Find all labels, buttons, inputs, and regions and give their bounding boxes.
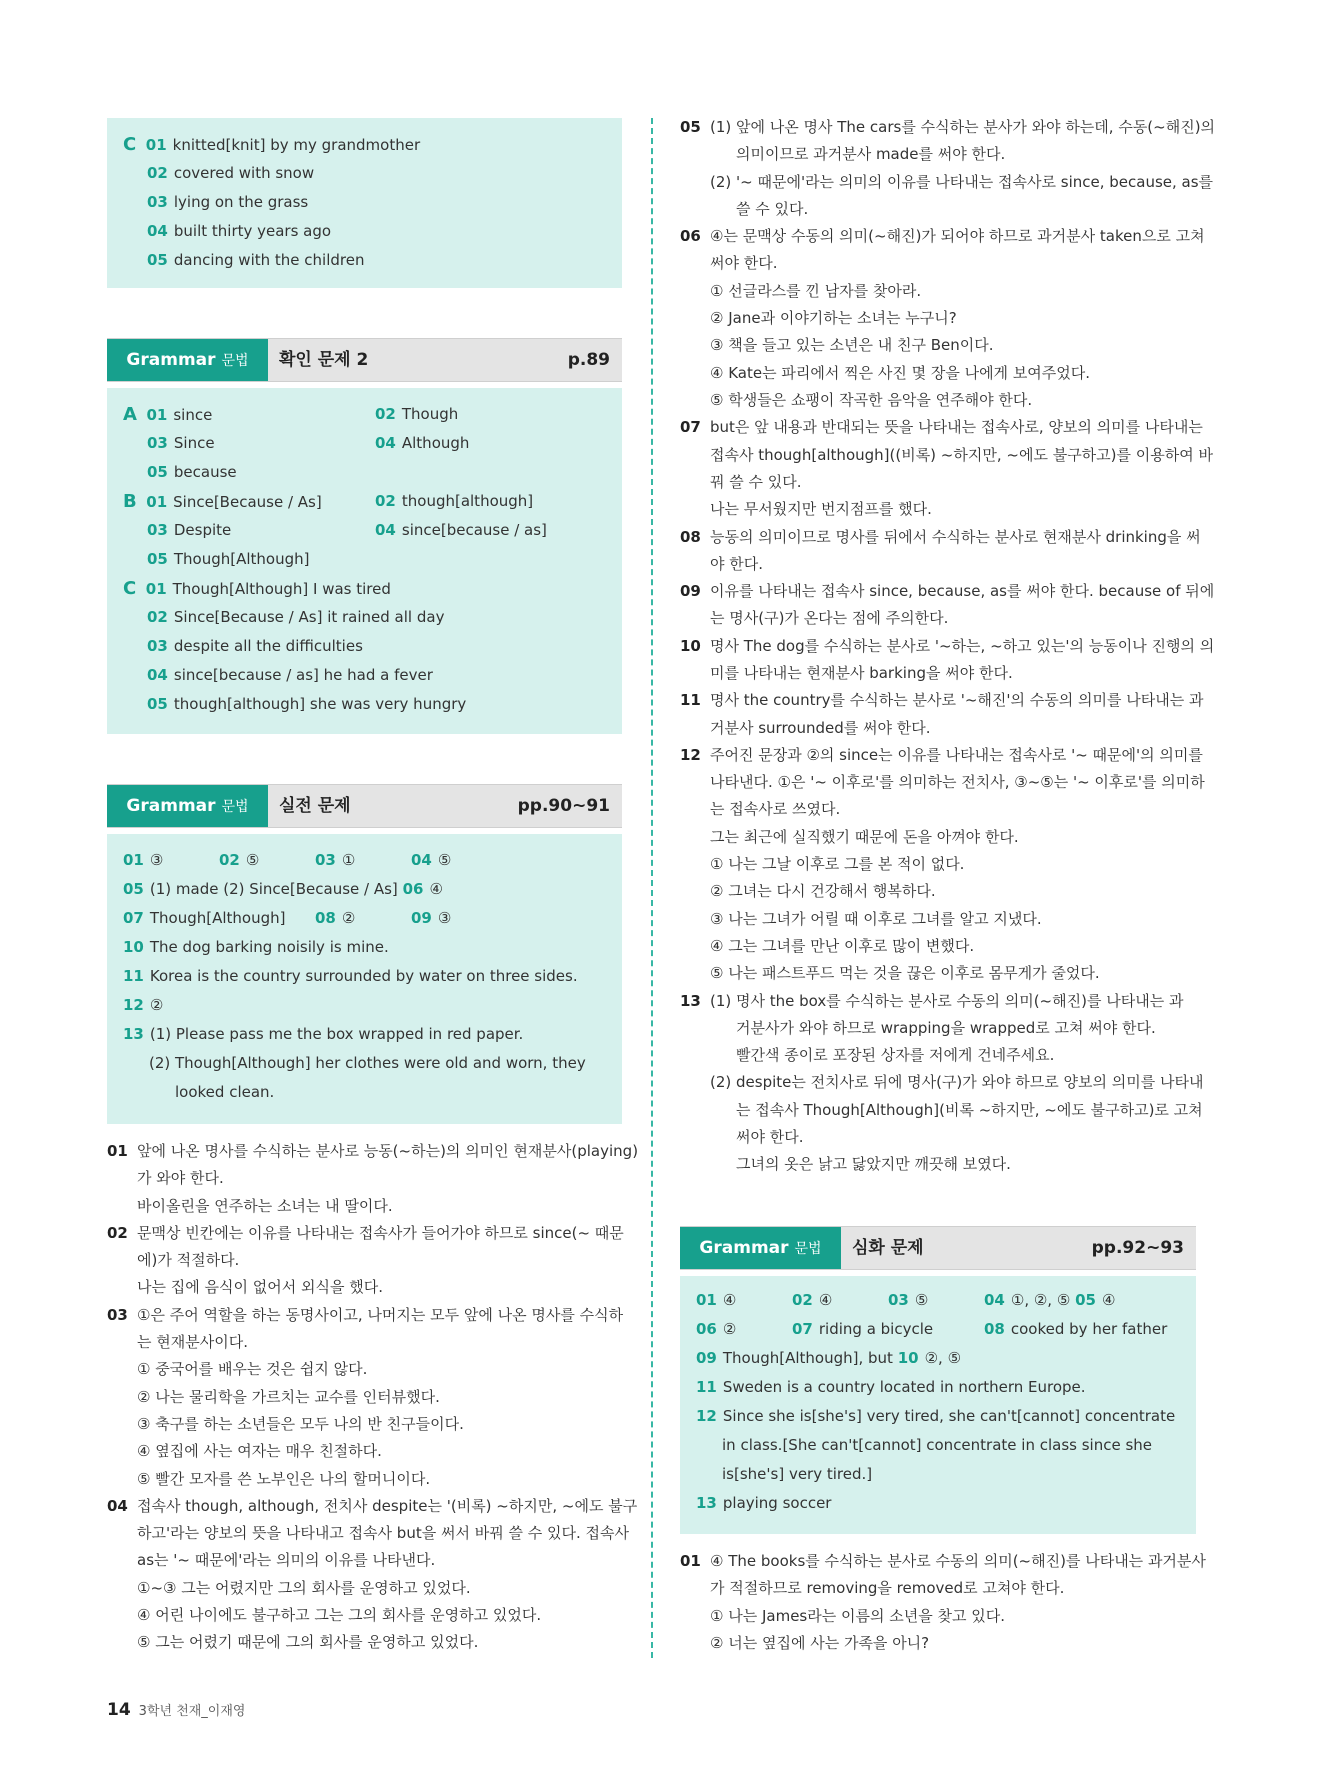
answer-row: 12 Since she is[she's] very tired, she can't[cannot] concentrate — [696, 1407, 1176, 1425]
explanation-line: 그는 최근에 실직했기 때문에 돈을 아껴야 한다. — [710, 827, 1019, 846]
explanation-number: 09 — [680, 582, 701, 601]
explanation-line: (1) 명사 the box를 수식하는 분사로 수동의 의미(~해진)를 나타내는 과 — [710, 991, 1184, 1010]
answer-row: 07 riding a bicycle — [792, 1320, 934, 1338]
explanation-number: 10 — [680, 636, 701, 655]
explanation-item — [107, 1138, 639, 1220]
explanation-line: ③ 나는 그녀가 어릴 때 이후로 그녀를 알고 지냈다. — [710, 909, 1042, 928]
answer-row: in class.[She can't[cannot] concentrate in class since she — [722, 1436, 1153, 1454]
answer-row: 08 cooked by her father — [984, 1320, 1168, 1338]
section-title: 심화 문제 — [852, 1238, 924, 1258]
explanation-item — [680, 633, 1215, 688]
explanation-line: ①~③ 그는 어렸지만 그의 회사를 운영하고 있었다. — [137, 1578, 471, 1597]
answer-row: 11 Korea is the country surrounded by water on three sides. — [123, 967, 578, 985]
explanation-line: ⑤ 나는 패스트푸드 먹는 것을 끊은 이후로 몸무게가 줄었다. — [710, 964, 1100, 983]
explanation-line: ④는 문맥상 수동의 의미(~해진)가 되어야 하므로 과거분사 taken으로 고쳐 — [710, 227, 1205, 246]
answer-row: 01 ④ — [696, 1291, 737, 1309]
grammar-tag: Grammar 문법 — [107, 785, 268, 827]
explanation-line: ② Jane과 이야기하는 소녀는 누구니? — [710, 309, 957, 328]
explanation-line: ⑤ 그는 어렸기 때문에 그의 회사를 운영하고 있었다. — [137, 1633, 479, 1652]
explanation-item — [107, 1493, 638, 1657]
explanation-number: 05 — [680, 118, 701, 136]
section-header-practice — [107, 784, 622, 828]
explanation-line: 가 와야 한다. — [137, 1169, 224, 1188]
answer-row: 02 covered with snow — [147, 164, 315, 182]
answer-row: 09 Though[Although], but 10 ②, ⑤ — [696, 1349, 962, 1367]
explanation-item — [680, 687, 1204, 742]
explanation-line: 나는 무서웠지만 번지점프를 했다. — [710, 500, 932, 519]
section-page: pp.90~91 — [517, 796, 610, 816]
answer-row: 04 since[because / as] — [375, 521, 547, 539]
explanation-item — [680, 578, 1215, 633]
answer-row: C 01 Though[Although] I was tired — [123, 578, 391, 599]
explanation-line: 에)가 적절하다. — [137, 1251, 240, 1270]
answer-row: 04 Although — [375, 434, 470, 452]
answer-row: 03 ⑤ — [888, 1291, 929, 1309]
explanation-line: ③ 축구를 하는 소년들은 모두 나의 반 친구들이다. — [137, 1414, 464, 1433]
answer-row: 05 (1) made (2) Since[Because / As] 06 ④ — [123, 880, 443, 898]
explanation-line: ④ 어린 나이에도 불구하고 그는 그의 회사를 운영하고 있었다. — [137, 1606, 542, 1625]
explanation-line: 거분사가 와야 하므로 wrapping을 wrapped로 고쳐 써야 한다. — [736, 1018, 1156, 1037]
explanation-line: 앞에 나온 명사를 수식하는 분사로 능동(~하는)의 의미인 현재분사(playing) — [137, 1142, 639, 1160]
explanation-line: (2) despite는 전치사로 뒤에 명사(구)가 와야 하므로 양보의 의미를 나타내 — [710, 1073, 1204, 1092]
answer-row: 01 ③ — [123, 851, 164, 869]
footer-text: 3학년 천재_이재영 — [138, 1704, 246, 1719]
page-number: 14 — [107, 1700, 131, 1720]
explanation-line: ④ 그는 그녀를 만난 이후로 많이 변했다. — [710, 936, 975, 955]
explanation-line: ② 너는 옆집에 사는 가족을 아니? — [710, 1633, 930, 1652]
explanation-line: 는 접속사로 쓰였다. — [710, 800, 841, 819]
explanation-line: 하고'라는 양보의 뜻을 나타내고 접속사 but을 써서 바꿔 쓸 수 있다. 접속사 — [137, 1524, 629, 1543]
answer-row: 04 ⑤ — [411, 851, 452, 869]
answer-row: 08 ② — [315, 909, 356, 927]
answer-row: A 01 since — [123, 404, 213, 425]
answer-row: 04 ①, ②, ⑤ 05 ④ — [984, 1291, 1116, 1309]
explanation-line: 나타낸다. ①은 '~ 이후로'를 의미하는 전치사, ③~⑤는 '~ 이후로'를 의미하 — [710, 773, 1205, 792]
explanation-item — [680, 742, 1205, 988]
answer-row: 02 though[although] — [375, 492, 534, 510]
explanation-number: 04 — [107, 1496, 128, 1515]
grammar-tag: Grammar 문법 — [680, 1227, 841, 1269]
explanation-item — [680, 524, 1201, 579]
answer-row: 05 though[although] she was very hungry — [147, 695, 467, 713]
answer-row: looked clean. — [175, 1083, 275, 1101]
explanation-line: ① 중국어를 배우는 것은 쉽지 않다. — [137, 1360, 368, 1379]
answer-row: 03 Despite — [147, 521, 232, 539]
explanation-line: 접속사 though[although]((비록) ~하지만, ~에도 불구하고)를 이용하여 바 — [710, 445, 1213, 464]
explanation-line: ① 선글라스를 낀 남자를 찾아라. — [710, 281, 922, 300]
explanation-line: 주어진 문장과 ②의 since는 이유를 나타내는 접속사로 '~ 때문에'의 의미를 — [710, 745, 1203, 764]
explanation-line: ① 나는 그날 이후로 그를 본 적이 없다. — [710, 855, 965, 874]
explanation-line: ② 그녀는 다시 건강해서 행복하다. — [710, 882, 936, 901]
explanation-line: 꿔 쓸 수 있다. — [710, 472, 802, 491]
section-letter: B — [123, 491, 137, 512]
section-title: 실전 문제 — [279, 796, 351, 816]
answer-row: 05 because — [147, 463, 237, 481]
explanation-line: (1) 앞에 나온 명사 The cars를 수식하는 분사가 와야 하는데, 수동(~해진)의 — [710, 118, 1216, 136]
column-divider — [651, 118, 653, 1658]
explanation-line: ③ 책을 들고 있는 소년은 내 친구 Ben이다. — [710, 336, 994, 355]
explanation-number: 01 — [107, 1142, 128, 1160]
explanation-line: 의미이므로 과거분사 made를 써야 한다. — [736, 145, 1006, 164]
answer-box-c — [107, 118, 622, 288]
answer-box-practice — [107, 834, 622, 1124]
answer-box-check2 — [107, 388, 622, 734]
explanation-line: 쓸 수 있다. — [736, 199, 809, 218]
answer-row: 11 Sweden is a country located in northern Europe. — [696, 1378, 1086, 1396]
explanation-number: 12 — [680, 745, 701, 764]
section-header-advanced — [680, 1226, 1196, 1270]
explanation-line: ④ The books를 수식하는 분사로 수동의 의미(~해진)를 나타내는 과거분사 — [710, 1552, 1206, 1570]
explanation-number: 11 — [680, 691, 701, 710]
answer-row: 07 Though[Although] — [123, 909, 286, 927]
explanation-line: but은 앞 내용과 반대되는 뜻을 나타내는 접속사로, 양보의 의미를 나타내는 — [710, 418, 1203, 437]
answer-row: 02 ⑤ — [219, 851, 260, 869]
explanation-number: 13 — [680, 991, 701, 1010]
section-page: p.89 — [567, 350, 610, 370]
answer-row: 03 despite all the difficulties — [147, 637, 363, 655]
answer-row: 04 built thirty years ago — [147, 222, 332, 240]
explanation-line: 미를 나타내는 현재분사 barking을 써야 한다. — [710, 663, 1013, 682]
explanation-line: 는 현재분사이다. — [137, 1333, 248, 1352]
explanation-line: ⑤ 빨간 모자를 쓴 노부인은 나의 할머니이다. — [137, 1469, 431, 1488]
answer-row: 02 Since[Because / As] it rained all day — [147, 608, 445, 626]
answer-row: B 01 Since[Because / As] — [123, 491, 322, 512]
answer-row: 10 The dog barking noisily is mine. — [123, 938, 389, 956]
answer-row: 12 ② — [123, 996, 164, 1014]
explanation-number: 02 — [107, 1223, 128, 1242]
explanation-item — [680, 223, 1205, 414]
explanation-line: 는 명사(구)가 온다는 점에 주의한다. — [710, 609, 949, 628]
grammar-tag: Grammar 문법 — [107, 339, 268, 381]
explanation-item — [680, 988, 1204, 1179]
section-title: 확인 문제 2 — [279, 350, 369, 370]
explanation-line: ①은 주어 역할을 하는 동명사이고, 나머지는 모두 앞에 나온 명사를 수식하 — [137, 1305, 624, 1324]
answer-row: 02 Though — [375, 405, 459, 423]
explanation-number: 03 — [107, 1305, 128, 1324]
answer-row: C 01 knitted[knit] by my grandmother — [123, 134, 421, 155]
page-footer — [107, 1700, 245, 1720]
explanation-line: 야 한다. — [710, 554, 764, 573]
explanation-item — [680, 114, 1216, 223]
explanation-line: 능동의 의미이므로 명사를 뒤에서 수식하는 분사로 현재분사 drinking을 써 — [710, 527, 1201, 546]
explanation-line: 이유를 나타내는 접속사 since, because, as를 써야 한다. because of 뒤에 — [710, 582, 1215, 601]
answer-row: 13 (1) Please pass me the box wrapped in red paper. — [123, 1025, 524, 1043]
explanation-line: ② 나는 물리학을 가르치는 교수를 인터뷰했다. — [137, 1387, 440, 1406]
answer-row: (2) Though[Although] her clothes were old and worn, they — [149, 1054, 586, 1072]
explanation-item — [107, 1220, 622, 1302]
answer-row: 03 ① — [315, 851, 356, 869]
explanation-item — [107, 1302, 622, 1493]
explanation-line: as는 '~ 때문에'라는 의미의 이유를 나타낸다. — [137, 1551, 436, 1570]
explanation-line: 명사 The dog를 수식하는 분사로 '~하는, ~하고 있는'의 능동이나 진행의 의 — [710, 636, 1215, 655]
explanation-number: 06 — [680, 227, 701, 246]
explanation-line: ④ Kate는 파리에서 찍은 사진 몇 장을 나에게 보여주었다. — [710, 363, 1091, 382]
section-header-check2 — [107, 338, 622, 382]
answer-row: 02 ④ — [792, 1291, 833, 1309]
section-letter: A — [123, 404, 137, 425]
explanation-number: 08 — [680, 527, 701, 546]
explanation-line: 그녀의 옷은 낡고 닳았지만 깨끗해 보였다. — [736, 1155, 1011, 1174]
section-page: pp.92~93 — [1091, 1238, 1184, 1258]
section-letter: C — [123, 578, 137, 599]
answer-row: 13 playing soccer — [696, 1494, 832, 1512]
answer-row: 03 Since — [147, 434, 215, 452]
explanation-line: 바이올린을 연주하는 소녀는 내 딸이다. — [137, 1196, 393, 1215]
section-letter: C — [123, 134, 137, 155]
explanation-line: (2) '~ 때문에'라는 의미의 이유를 나타내는 접속사로 since, because, as를 — [710, 172, 1214, 191]
answer-box-advanced — [680, 1276, 1196, 1534]
answer-row: 05 dancing with the children — [147, 251, 365, 269]
explanation-line: 명사 the country를 수식하는 분사로 '~해진'의 수동의 의미를 나타내는 과 — [710, 691, 1204, 710]
explanation-line: 거분사 surrounded를 써야 한다. — [710, 718, 931, 737]
explanation-line: 접속사 though, although, 전치사 despite는 '(비록) ~하지만, ~에도 불구 — [137, 1496, 638, 1515]
explanation-item — [680, 414, 1213, 523]
explanation-line: ⑤ 학생들은 쇼팽이 작곡한 음악을 연주해야 한다. — [710, 390, 1033, 409]
explanation-line: ④ 옆집에 사는 여자는 매우 친절하다. — [137, 1442, 382, 1461]
answer-row: 06 ② — [696, 1320, 737, 1338]
answer-row: 05 Though[Although] — [147, 550, 310, 568]
explanation-line: 써야 한다. — [710, 254, 778, 273]
answer-row: is[she's] very tired.] — [722, 1465, 873, 1483]
answer-row: 04 since[because / as] he had a fever — [147, 666, 433, 684]
explanation-line: 나는 집에 음식이 없어서 외식을 했다. — [137, 1278, 383, 1297]
answer-row: 09 ③ — [411, 909, 452, 927]
explanation-line: 는 접속사 Though[Although](비록 ~하지만, ~에도 불구하고)로 고쳐 — [736, 1100, 1203, 1119]
explanation-number: 07 — [680, 418, 701, 437]
explanation-item — [680, 1548, 1206, 1657]
explanation-line: ① 나는 James라는 이름의 소년을 찾고 있다. — [710, 1606, 1005, 1625]
explanation-line: 문맥상 빈칸에는 이유를 나타내는 접속사가 들어가야 하므로 since(~ 때문 — [137, 1223, 624, 1242]
explanation-line: 써야 한다. — [736, 1128, 804, 1147]
answer-row: 03 lying on the grass — [147, 193, 309, 211]
explanation-line: 빨간색 종이로 포장된 상자를 저에게 건네주세요. — [736, 1046, 1055, 1065]
explanation-number: 01 — [680, 1552, 701, 1570]
explanation-line: 가 적절하므로 removing을 removed로 고쳐야 한다. — [710, 1579, 1065, 1598]
